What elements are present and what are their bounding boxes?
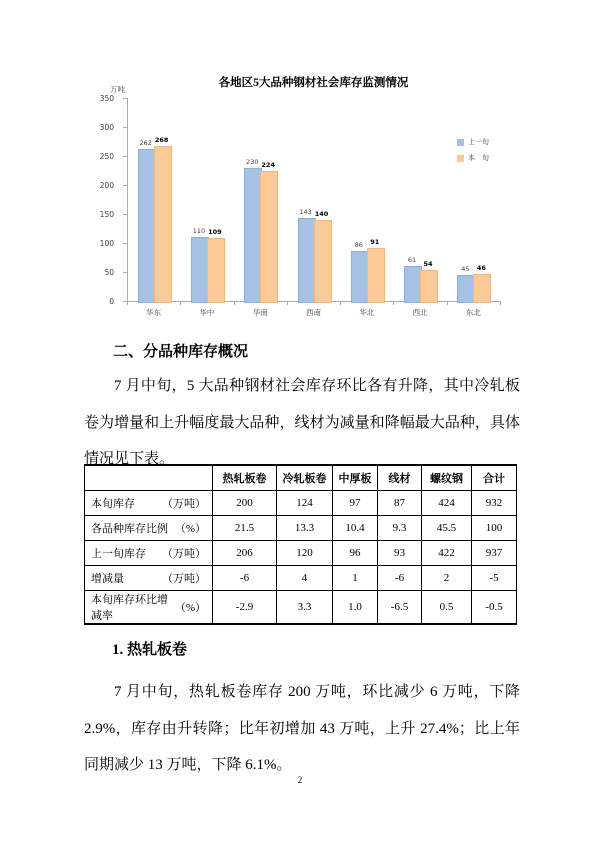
row-unit: （%） (174, 602, 206, 614)
y-axis-line (127, 98, 128, 302)
table-cell: 45.5 (422, 516, 472, 541)
table-cell: 10.4 (333, 516, 378, 541)
table-header-cell: 热轧板卷 (213, 465, 277, 491)
y-axis-tick-label: 300 (99, 122, 114, 132)
x-axis-category-label: 华南 (252, 308, 268, 317)
y-axis-tick (123, 185, 127, 186)
table-header-cell: 合计 (472, 465, 517, 491)
bar-华东-curr (154, 146, 172, 303)
legend-label: 上一旬 (468, 138, 489, 146)
table-cell: 87 (378, 491, 422, 516)
y-axis-tick-label: 150 (99, 209, 114, 219)
y-axis-tick (123, 98, 127, 99)
section-heading-hot-rolled-coil: 1. 热轧板卷 (112, 642, 188, 658)
x-axis-tick (127, 301, 128, 305)
chart-title: 各地区5大品种钢材社会库存监测情况 (218, 77, 409, 89)
legend-item (457, 154, 489, 162)
bar-value-label: 230 (245, 157, 259, 166)
x-axis-category-label: 华北 (359, 308, 375, 317)
bar-西北-curr (420, 270, 438, 303)
x-axis-tick (234, 301, 235, 305)
table-cell: 422 (422, 541, 472, 566)
table-cell: 932 (472, 491, 517, 516)
table-cell: 200 (213, 491, 277, 516)
table-cell: 1.0 (333, 591, 378, 625)
bar-value-label: 268 (154, 135, 169, 144)
y-axis-tick (123, 243, 127, 244)
table-row-header (85, 541, 213, 566)
x-axis-category-label: 西南 (305, 308, 321, 317)
table-row-header (85, 591, 213, 625)
x-axis-tick (447, 301, 448, 305)
table-row (85, 516, 517, 541)
table-row (85, 491, 517, 516)
table-cell: 424 (422, 491, 472, 516)
table-cell: -6 (378, 566, 422, 591)
row-unit: （万吨） (162, 548, 206, 560)
table-cell: 9.3 (378, 516, 422, 541)
row-label: 增减量 (91, 573, 124, 585)
bar-value-label: 110 (192, 227, 206, 236)
table-row (85, 541, 517, 566)
y-axis-tick-label: 350 (99, 93, 114, 103)
table-row-header (85, 566, 213, 591)
bar-value-label: 143 (299, 208, 312, 217)
table-cell: 3.3 (277, 591, 333, 625)
table-cell: 206 (213, 541, 277, 566)
table-header-cell (85, 465, 213, 491)
bar-华北-curr (367, 248, 385, 303)
row-label: 上一旬库存 (91, 548, 146, 560)
table-cell: 13.3 (277, 516, 333, 541)
table-header-cell: 线材 (378, 465, 422, 491)
y-axis-tick (123, 127, 127, 128)
bar-chart (0, 70, 600, 340)
table-cell: 93 (378, 541, 422, 566)
table-cell: 937 (472, 541, 517, 566)
table-cell: 0.5 (422, 591, 472, 625)
table-header-cell: 冷轧板卷 (277, 465, 333, 491)
chart-legend (457, 138, 489, 170)
table-row (85, 591, 517, 625)
y-axis-tick-label: 0 (109, 296, 114, 306)
bar-value-label: 61 (407, 255, 417, 264)
table-cell: 21.5 (213, 516, 277, 541)
table-row-header-inner (91, 520, 206, 536)
row-unit: （万吨） (162, 573, 206, 585)
bar-华南-curr (260, 171, 278, 303)
legend-swatch-icon (457, 155, 464, 162)
table-row-header-inner (91, 591, 206, 623)
table-cell: 100 (472, 516, 517, 541)
bar-value-label: 109 (208, 227, 222, 236)
bar-value-label: 140 (314, 209, 329, 218)
table-header-row (85, 465, 517, 491)
table-row-header-inner (91, 570, 206, 586)
table-cell: 4 (277, 566, 333, 591)
table-cell: 97 (333, 491, 378, 516)
table-row-header (85, 516, 213, 541)
y-axis-tick-label: 100 (99, 238, 114, 248)
x-axis-tick (500, 301, 501, 305)
table-cell: -5 (472, 566, 517, 591)
y-axis-tick (123, 272, 127, 273)
table-row-header (85, 491, 213, 516)
legend-label: 本 旬 (468, 154, 489, 162)
page-number: 2 (297, 775, 303, 785)
bar-value-label: 262 (139, 139, 152, 148)
bar-华中-curr (207, 238, 225, 303)
x-axis-category-label: 华中 (199, 308, 215, 317)
x-axis-tick (180, 301, 181, 305)
bar-value-label: 86 (354, 241, 363, 250)
paragraph-inventory-overview: 7 月中旬，5 大品种钢材社会库存环比各有升降，其中冷轧板卷为增量和上升幅度最大品种，线材为减量和降幅最大品种，具体情况见下表。 (84, 378, 520, 467)
bar-value-label: 45 (461, 264, 470, 273)
table-cell: 96 (333, 541, 378, 566)
y-axis-tick-label: 200 (99, 180, 114, 190)
bar-value-label: 91 (370, 238, 380, 247)
x-axis-category-label: 西北 (412, 308, 428, 317)
y-axis-tick (123, 156, 127, 157)
bar-value-label: 54 (423, 259, 433, 268)
table-row-header-inner (91, 545, 206, 561)
row-unit: （万吨） (162, 498, 206, 510)
table-cell: -6.5 (378, 591, 422, 625)
x-axis-category-label: 华东 (146, 308, 162, 317)
section-heading-inventory-overview: 二、分品种库存概况 (113, 344, 249, 360)
table-cell: -0.5 (472, 591, 517, 625)
y-axis-tick (123, 214, 127, 215)
x-axis-tick (287, 301, 288, 305)
inventory-table (84, 464, 517, 625)
table-cell: 120 (277, 541, 333, 566)
chart-y-unit-label: 万吨 (110, 85, 125, 94)
row-label: 本旬库存环比增减率 (91, 594, 168, 622)
row-label: 本旬库存 (91, 498, 135, 510)
table-cell: 2 (422, 566, 472, 591)
row-unit: （%） (174, 523, 206, 535)
bar-东北-curr (473, 274, 491, 303)
row-label: 各品种库存比例 (91, 523, 168, 535)
y-axis-tick-label: 50 (104, 267, 114, 277)
bar-西南-curr (314, 220, 332, 303)
table-cell: 1 (333, 566, 378, 591)
legend-swatch-icon (457, 139, 464, 146)
table-header-cell: 螺纹钢 (422, 465, 472, 491)
table-cell: -6 (213, 566, 277, 591)
bar-value-label: 46 (476, 264, 486, 273)
x-axis-tick (340, 301, 341, 305)
x-axis-category-label: 东北 (465, 308, 481, 317)
table-row (85, 566, 517, 591)
paragraph-hot-rolled-coil: 7 月中旬，热轧板卷库存 200 万吨，环比减少 6 万吨，下降 2.9%，库存由升转降；比年初增加 43 万吨，上升 27.4%；比上年同期减少 13 万吨，下降 6.1%。 (84, 684, 520, 773)
table-header-cell: 中厚板 (333, 465, 378, 491)
y-axis-tick-label: 250 (99, 151, 114, 161)
legend-item (457, 138, 489, 146)
bar-value-label: 224 (261, 161, 275, 170)
table-cell: -2.9 (213, 591, 277, 625)
x-axis-tick (393, 301, 394, 305)
table-row-header-inner (91, 495, 206, 511)
table-cell: 124 (277, 491, 333, 516)
